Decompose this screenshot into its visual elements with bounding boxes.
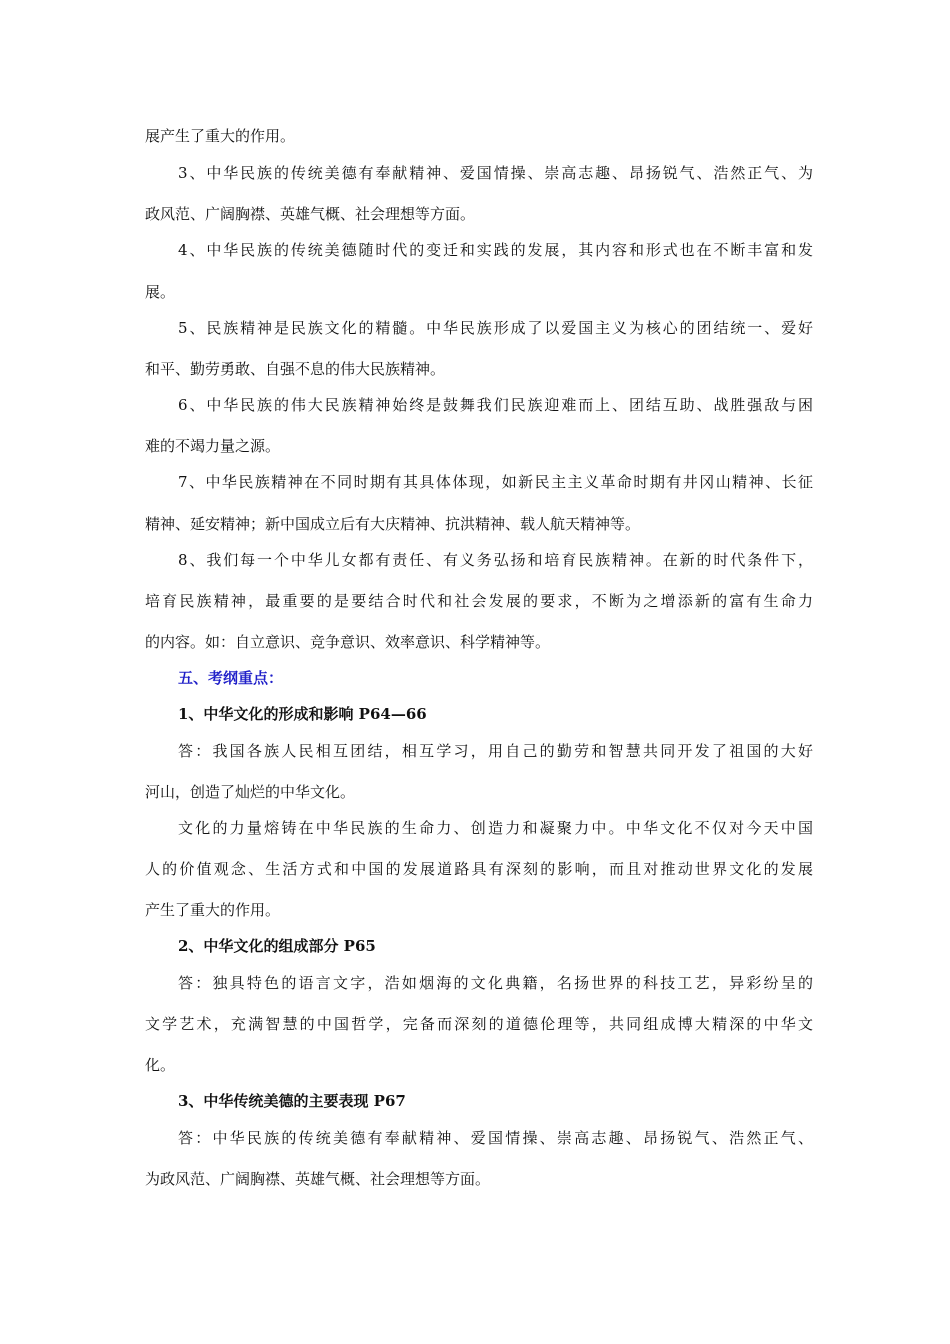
paragraph-line: 8、我们每一个中华儿女都有责任、有义务弘扬和培育民族精神。在新的时代条件下， (178, 551, 813, 569)
paragraph-line: 答：独具特色的语言文字，浩如烟海的文化典籍，名扬世界的科技工艺，异彩纷呈的 (178, 974, 813, 992)
paragraph-line: 展。 (145, 283, 176, 301)
subsection-heading: 3、中华传统美德的主要表现 P67 (178, 1092, 406, 1110)
paragraph-line: 难的不竭力量之源。 (145, 437, 281, 455)
paragraph-line: 河山，创造了灿烂的中华文化。 (145, 783, 356, 801)
paragraph-line: 化。 (145, 1056, 176, 1074)
paragraph-line: 文化的力量熔铸在中华民族的生命力、创造力和凝聚力中。中华文化不仅对今天中国 (178, 819, 813, 837)
paragraph-line: 6、中华民族的伟大民族精神始终是鼓舞我们民族迎难而上、团结互助、战胜强敌与困 (178, 396, 813, 414)
paragraph-line: 人的价值观念、生活方式和中国的发展道路具有深刻的影响，而且对推动世界文化的发展 (145, 860, 813, 878)
paragraph-line: 展产生了重大的作用。 (145, 127, 296, 145)
paragraph-line: 政风范、广阔胸襟、英雄气概、社会理想等方面。 (145, 205, 476, 223)
paragraph-line: 为政风范、广阔胸襟、英雄气概、社会理想等方面。 (145, 1170, 491, 1188)
paragraph-line: 7、中华民族精神在不同时期有其具体体现，如新民主主义革命时期有井冈山精神、长征 (178, 473, 813, 491)
paragraph-line: 产生了重大的作用。 (145, 901, 281, 919)
subsection-heading: 1、中华文化的形成和影响 P64—66 (178, 705, 427, 723)
section-heading: 五、考纲重点： (178, 669, 284, 687)
paragraph-line: 精神、延安精神；新中国成立后有大庆精神、抗洪精神、载人航天精神等。 (145, 515, 641, 533)
paragraph-line: 的内容。如：自立意识、竞争意识、效率意识、科学精神等。 (145, 633, 551, 651)
paragraph-line: 4、中华民族的传统美德随时代的变迁和实践的发展，其内容和形式也在不断丰富和发 (178, 241, 813, 259)
paragraph-line: 答：中华民族的传统美德有奉献精神、爱国情操、崇高志趣、昂扬锐气、浩然正气、 (178, 1129, 813, 1147)
paragraph-line: 答：我国各族人民相互团结，相互学习，用自己的勤劳和智慧共同开发了祖国的大好 (178, 742, 813, 760)
paragraph-line: 培育民族精神，最重要的是要结合时代和社会发展的要求，不断为之增添新的富有生命力 (145, 592, 813, 610)
paragraph-line: 和平、勤劳勇敢、自强不息的伟大民族精神。 (145, 360, 446, 378)
paragraph-line: 5、民族精神是民族文化的精髓。中华民族形成了以爱国主义为核心的团结统一、爱好 (178, 319, 813, 337)
paragraph-line: 3、中华民族的传统美德有奉献精神、爱国情操、崇高志趣、昂扬锐气、浩然正气、为 (178, 164, 813, 182)
paragraph-line: 文学艺术，充满智慧的中国哲学，完备而深刻的道德伦理等，共同组成博大精深的中华文 (145, 1015, 813, 1033)
subsection-heading: 2、中华文化的组成部分 P65 (178, 937, 376, 955)
